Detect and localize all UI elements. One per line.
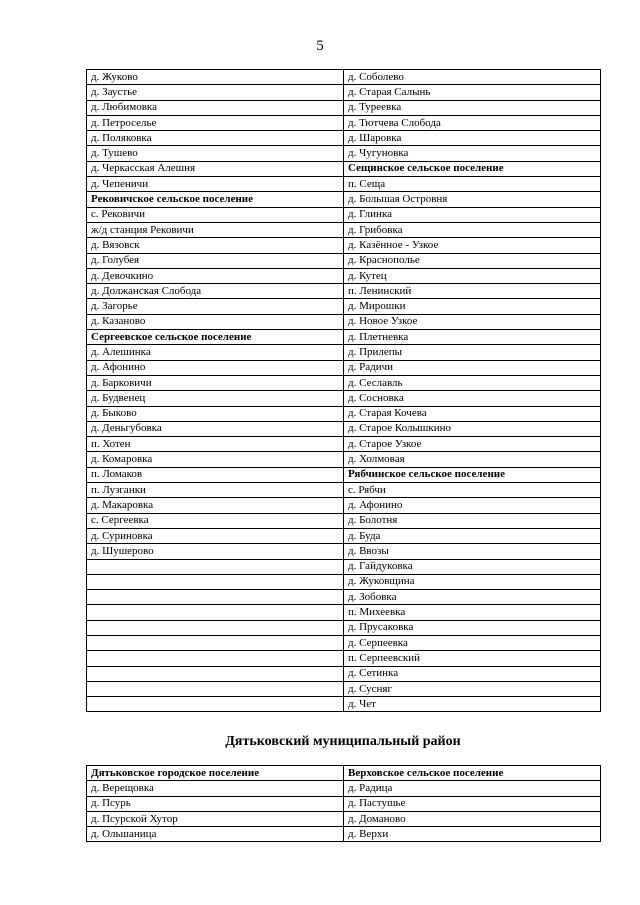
- settlement-cell: д. Доманово: [344, 811, 601, 826]
- settlement-cell: [87, 559, 344, 574]
- table-row: [87, 827, 601, 842]
- table-row: [87, 238, 601, 253]
- table-row: [87, 330, 601, 345]
- settlement-cell: д. Прусаковка: [344, 620, 601, 635]
- table-row: [87, 528, 601, 543]
- settlement-group-header: Рековичское сельское поселение: [87, 192, 344, 207]
- settlement-cell: д. Шушерово: [87, 544, 344, 559]
- settlement-cell: д. Шаровка: [344, 131, 601, 146]
- table-row: [87, 467, 601, 482]
- settlement-cell: п. Хотен: [87, 437, 344, 452]
- settlement-cell: п. Сеща: [344, 177, 601, 192]
- settlement-cell: д. Зобовка: [344, 590, 601, 605]
- table-row: [87, 85, 601, 100]
- settlement-group-header: Рябчинское сельское поселение: [344, 467, 601, 482]
- settlement-cell: д. Сосновка: [344, 391, 601, 406]
- settlement-cell: п. Лузганки: [87, 483, 344, 498]
- table-row: [87, 811, 601, 826]
- settlement-cell: д. Загорье: [87, 299, 344, 314]
- settlement-cell: с. Рековичи: [87, 207, 344, 222]
- settlement-cell: д. Должанская Слобода: [87, 284, 344, 299]
- table-row: [87, 651, 601, 666]
- settlement-cell: д. Жуково: [87, 70, 344, 85]
- settlement-cell: д. Ольшаница: [87, 827, 344, 842]
- settlement-cell: д. Гайдуковка: [344, 559, 601, 574]
- table-row: [87, 131, 601, 146]
- settlements-table-continued: [86, 69, 601, 712]
- table-row: [87, 207, 601, 222]
- table-row: [87, 299, 601, 314]
- settlement-cell: [87, 605, 344, 620]
- settlement-cell: [87, 697, 344, 712]
- settlement-cell: д. Сеславль: [344, 375, 601, 390]
- table-row: [87, 796, 601, 811]
- settlement-cell: д. Быково: [87, 406, 344, 421]
- settlement-cell: ж/д станция Рековичи: [87, 222, 344, 237]
- settlement-cell: п. Серпеевский: [344, 651, 601, 666]
- settlement-cell: [87, 666, 344, 681]
- settlement-cell: п. Ломаков: [87, 467, 344, 482]
- page-number: 5: [316, 38, 324, 54]
- table-row: [87, 222, 601, 237]
- settlement-cell: д. Прилепы: [344, 345, 601, 360]
- settlement-cell: д. Любимовка: [87, 100, 344, 115]
- settlement-cell: д. Деньгубовка: [87, 421, 344, 436]
- settlement-cell: д. Девочкино: [87, 268, 344, 283]
- settlement-cell: д. Сетинка: [344, 666, 601, 681]
- settlement-cell: д. Туреевка: [344, 100, 601, 115]
- settlement-cell: д. Тушево: [87, 146, 344, 161]
- table-row: [87, 284, 601, 299]
- table-row: [87, 437, 601, 452]
- settlement-group-header: Верховское сельское поселение: [344, 766, 601, 781]
- table-row: [87, 192, 601, 207]
- table-row: [87, 391, 601, 406]
- table-row: [87, 766, 601, 781]
- table-row: [87, 253, 601, 268]
- table-row: [87, 161, 601, 176]
- table-row: [87, 605, 601, 620]
- settlement-cell: д. Соболево: [344, 70, 601, 85]
- table-row: [87, 666, 601, 681]
- settlement-cell: д. Будвенец: [87, 391, 344, 406]
- table-row: [87, 574, 601, 589]
- settlement-cell: д. Старое Узкое: [344, 437, 601, 452]
- table-row: [87, 115, 601, 130]
- district-settlements-table: [86, 765, 601, 842]
- table-row: [87, 590, 601, 605]
- settlement-cell: д. Жуковщина: [344, 574, 601, 589]
- settlement-cell: д. Чугуновка: [344, 146, 601, 161]
- settlement-cell: д. Макаровка: [87, 498, 344, 513]
- settlement-cell: д. Голубея: [87, 253, 344, 268]
- settlement-cell: д. Черкасская Алешня: [87, 161, 344, 176]
- table-row: [87, 544, 601, 559]
- settlement-cell: д. Болотня: [344, 513, 601, 528]
- settlement-cell: д. Краснополье: [344, 253, 601, 268]
- table-row: [87, 620, 601, 635]
- settlement-cell: д. Мирошки: [344, 299, 601, 314]
- table-row: [87, 146, 601, 161]
- settlement-cell: [87, 635, 344, 650]
- settlement-cell: д. Ввозы: [344, 544, 601, 559]
- settlement-cell: д. Старое Колышкино: [344, 421, 601, 436]
- table-row: [87, 100, 601, 115]
- settlement-cell: д. Радица: [344, 781, 601, 796]
- table-row: [87, 635, 601, 650]
- settlement-cell: [87, 651, 344, 666]
- table-row: [87, 360, 601, 375]
- district-settlements-table-body: [87, 766, 601, 842]
- settlement-cell: [87, 590, 344, 605]
- table-row: [87, 513, 601, 528]
- settlement-cell: д. Кутец: [344, 268, 601, 283]
- table-row: [87, 406, 601, 421]
- settlement-cell: д. Радичи: [344, 360, 601, 375]
- settlement-cell: [87, 620, 344, 635]
- table-row: [87, 483, 601, 498]
- settlement-cell: д. Плетневка: [344, 330, 601, 345]
- settlement-cell: д. Новое Узкое: [344, 314, 601, 329]
- settlement-cell: д. Афонино: [87, 360, 344, 375]
- settlement-cell: д. Вязовск: [87, 238, 344, 253]
- table-row: [87, 314, 601, 329]
- settlement-cell: д. Чепеничи: [87, 177, 344, 192]
- settlement-cell: д. Афонино: [344, 498, 601, 513]
- table-row: [87, 697, 601, 712]
- settlement-cell: д. Грибовка: [344, 222, 601, 237]
- settlement-cell: д. Верхи: [344, 827, 601, 842]
- settlement-cell: д. Верещовка: [87, 781, 344, 796]
- settlement-cell: д. Комаровка: [87, 452, 344, 467]
- table-row: [87, 177, 601, 192]
- settlement-cell: д. Буда: [344, 528, 601, 543]
- table-row: [87, 452, 601, 467]
- settlement-cell: д. Сусняг: [344, 681, 601, 696]
- settlement-cell: д. Петроселье: [87, 115, 344, 130]
- settlement-cell: д. Псурь: [87, 796, 344, 811]
- settlement-cell: п. Ленинский: [344, 284, 601, 299]
- settlement-cell: д. Серпеевка: [344, 635, 601, 650]
- settlement-cell: с. Сергеевка: [87, 513, 344, 528]
- settlement-cell: д. Старая Кочева: [344, 406, 601, 421]
- settlement-cell: п. Михеевка: [344, 605, 601, 620]
- settlement-cell: д. Казаново: [87, 314, 344, 329]
- settlement-cell: д. Старая Салынь: [344, 85, 601, 100]
- settlement-group-header: Дятьковское городское поселение: [87, 766, 344, 781]
- settlement-group-header: Сещинское сельское поселение: [344, 161, 601, 176]
- settlement-cell: [87, 681, 344, 696]
- table-row: [87, 375, 601, 390]
- settlement-cell: д. Чет: [344, 697, 601, 712]
- table-row: [87, 70, 601, 85]
- district-heading: Дятьковский муниципальный район: [225, 734, 461, 749]
- settlement-cell: д. Поляковка: [87, 131, 344, 146]
- settlement-cell: д. Пастушье: [344, 796, 601, 811]
- table-row: [87, 345, 601, 360]
- settlement-cell: д. Тютчева Слобода: [344, 115, 601, 130]
- settlement-cell: д. Барковичи: [87, 375, 344, 390]
- settlements-table-body: [87, 70, 601, 712]
- settlement-group-header: Сергеевское сельское поселение: [87, 330, 344, 345]
- settlement-cell: д. Большая Островня: [344, 192, 601, 207]
- settlement-cell: д. Казённое - Узкое: [344, 238, 601, 253]
- table-row: [87, 781, 601, 796]
- settlement-cell: [87, 574, 344, 589]
- table-row: [87, 268, 601, 283]
- settlement-cell: д. Холмовая: [344, 452, 601, 467]
- settlement-cell: д. Глинка: [344, 207, 601, 222]
- settlement-cell: д. Заустье: [87, 85, 344, 100]
- table-row: [87, 498, 601, 513]
- table-row: [87, 421, 601, 436]
- settlement-cell: д. Алешинка: [87, 345, 344, 360]
- settlement-cell: д. Суриновка: [87, 528, 344, 543]
- settlement-cell: д. Псурской Хутор: [87, 811, 344, 826]
- table-row: [87, 559, 601, 574]
- settlement-cell: с. Рябчи: [344, 483, 601, 498]
- table-row: [87, 681, 601, 696]
